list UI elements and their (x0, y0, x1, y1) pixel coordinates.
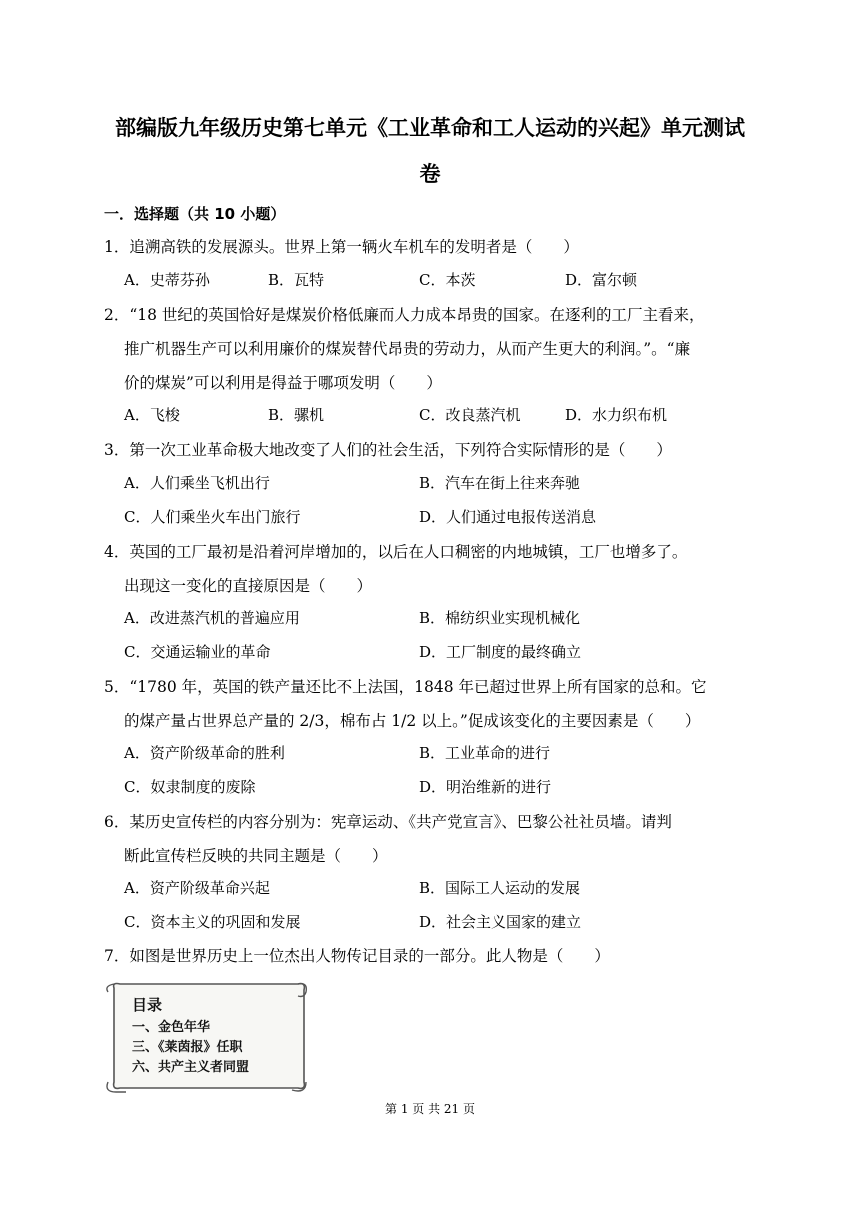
question-2-stem-line1: 2．“18 世纪的英国恰好是煤炭价格低廉而人力成本昂贵的国家。在逐利的工厂主看来， (104, 306, 705, 324)
q5-option-b: B．工业革命的进行 (419, 744, 551, 762)
question-2-stem-line3: 价的煤炭”可以利用是得益于哪项发明（ ） (124, 374, 442, 392)
question-5-stem-line1: 5．“1780 年，英国的铁产量还比不上法国，1848 年已超过世界上所有国家的总和。它 (104, 678, 707, 696)
q5-option-c: C．奴隶制度的废除 (124, 778, 256, 796)
q4-option-d: D．工厂制度的最终确立 (419, 643, 582, 661)
q2-option-b: B．骡机 (268, 406, 325, 424)
q4-option-c: C．交通运输业的革命 (124, 643, 271, 661)
scroll-item-1: 一、金色年华 (132, 1020, 211, 1035)
question-6-stem-line1: 6．某历史宣传栏的内容分别为：宪章运动、《共产党宣言》、巴黎公社社员墙。请判 (104, 813, 672, 831)
q3-option-a: A．人们乘坐飞机出行 (124, 474, 270, 492)
q2-option-a: A．飞梭 (124, 406, 180, 424)
question-1-stem: 1．追溯高铁的发展源头。世界上第一辆火车机车的发明者是（ ） (104, 238, 579, 256)
question-6-stem-line2: 断此宣传栏反映的共同主题是（ ） (124, 847, 388, 865)
question-4-stem-line1: 4．英国的工厂最初是沿着河岸增加的，以后在人口稠密的内地城镇，工厂也增多了。 (104, 543, 688, 561)
document-title-line1: 部编版九年级历史第七单元《工业革命和工人运动的兴起》单元测试 (115, 116, 745, 140)
scroll-heading: 目录 (132, 996, 163, 1014)
question-2-stem-line2: 推广机器生产可以利用廉价的煤炭替代昂贵的劳动力，从而产生更大的利润。”。“廉 (124, 340, 691, 358)
q3-option-d: D．人们通过电报传送消息 (419, 508, 597, 526)
question-7-stem: 7．如图是世界历史上一位杰出人物传记目录的一部分。此人物是（ ） (104, 947, 610, 965)
q3-option-b: B．汽车在街上往来奔驰 (419, 474, 581, 492)
question-3-stem: 3．第一次工业革命极大地改变了人们的社会生活，下列符合实际情形的是（ ） (104, 441, 672, 459)
q2-option-c: C．改良蒸汽机 (419, 406, 521, 424)
q2-option-d: D．水力织布机 (565, 406, 668, 424)
document-title-line2: 卷 (419, 162, 441, 186)
page-footer: 第 1 页 共 21 页 (385, 1102, 475, 1116)
q3-option-c: C．人们乘坐火车出门旅行 (124, 508, 301, 526)
question-5-stem-line2: 的煤产量占世界总产量的 2/3，棉布占 1/2 以上。”促成该变化的主要因素是（ ） (124, 712, 701, 730)
q1-option-b: B．瓦特 (268, 271, 325, 289)
q6-option-d: D．社会主义国家的建立 (419, 913, 582, 931)
q6-option-b: B．国际工人运动的发展 (419, 879, 581, 897)
q5-option-d: D．明治维新的进行 (419, 778, 552, 796)
q4-option-a: A．改进蒸汽机的普遍应用 (124, 609, 300, 627)
section-heading: 一．选择题（共 10 小题） (104, 205, 286, 223)
q1-option-a: A．史蒂芬孙 (124, 271, 210, 289)
question-4-stem-line2: 出现这一变化的直接原因是（ ） (124, 577, 373, 595)
q5-option-a: A．资产阶级革命的胜利 (124, 744, 285, 762)
q6-option-c: C．资本主义的巩固和发展 (124, 913, 301, 931)
scroll-item-3: 六、共产主义者同盟 (132, 1060, 250, 1075)
q1-option-c: C．本茨 (419, 271, 476, 289)
scroll-item-2: 三、《莱茵报》任职 (132, 1040, 243, 1055)
q1-option-d: D．富尔顿 (565, 271, 638, 289)
q4-option-b: B．棉纺织业实现机械化 (419, 609, 581, 627)
q6-option-a: A．资产阶级革命兴起 (124, 879, 270, 897)
